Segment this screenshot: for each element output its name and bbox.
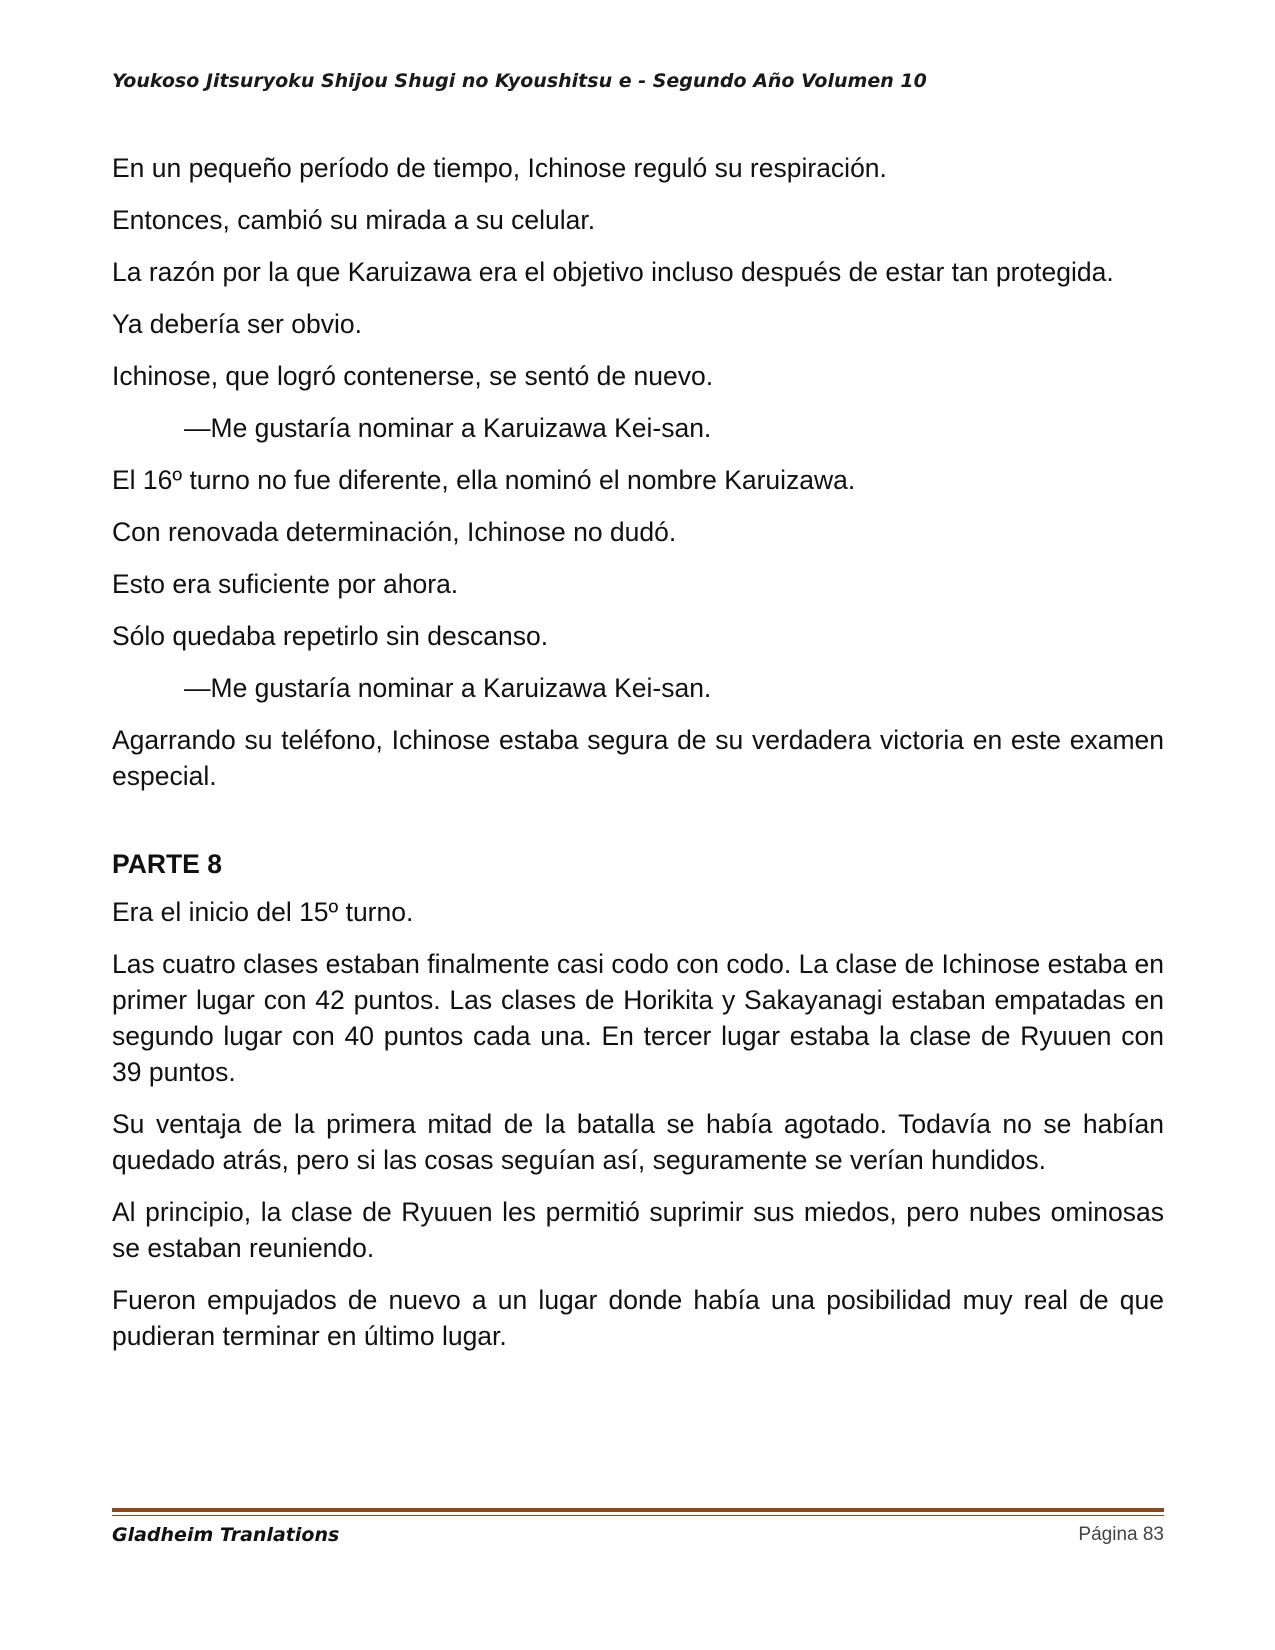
paragraph: Entonces, cambió su mirada a su celular. (112, 205, 596, 235)
paragraph: Al principio, la clase de Ryuuen les permitió suprimir sus miedos, pero nubes ominosas se estaban reuniendo. (112, 1197, 1164, 1263)
footer-translator: Gladheim Tranlations (112, 1524, 340, 1546)
paragraph: Con renovada determinación, Ichinose no dudó. (112, 517, 677, 547)
paragraph: Esto era suficiente por ahora. (112, 569, 459, 599)
paragraph: Las cuatro clases estaban finalmente casi codo con codo. La clase de Ichinose estaba en primer lugar con 42 puntos. Las clases de Horikita y Sakayanagi estaban empatadas en segundo lugar con 40 puntos cada una. En tercer lugar estaba la clase de Ryuuen con 39 puntos. (112, 949, 1164, 1087)
paragraph: Ya debería ser obvio. (112, 309, 362, 339)
paragraph: En un pequeño período de tiempo, Ichinose reguló su respiración. (112, 153, 887, 183)
paragraph: El 16º turno no fue diferente, ella nominó el nombre Karuizawa. (112, 465, 856, 495)
section-heading: PARTE 8 (112, 849, 222, 879)
footer-divider-thin (112, 1515, 1164, 1516)
paragraph: Era el inicio del 15º turno. (112, 897, 414, 927)
paragraph: Su ventaja de la primera mitad de la batalla se había agotado. Todavía no se habían quedado atrás, pero si las cosas seguían así, seguramente se verían hundidos. (112, 1109, 1164, 1175)
page-body (112, 150, 1164, 1370)
paragraph: Fueron empujados de nuevo a un lugar donde había una posibilidad muy real de que pudieran terminar en último lugar. (112, 1285, 1164, 1351)
paragraph: La razón por la que Karuizawa era el objetivo incluso después de estar tan protegida. (112, 257, 1114, 287)
footer-divider (112, 1508, 1164, 1512)
paragraph: Ichinose, que logró contenerse, se sentó de nuevo. (112, 361, 714, 391)
paragraph: Sólo quedaba repetirlo sin descanso. (112, 621, 549, 651)
running-header: Youkoso Jitsuryoku Shijou Shugi no Kyoushitsu e - Segundo Año Volumen 10 (112, 70, 927, 92)
dialogue-line: —Me gustaría nominar a Karuizawa Kei-san. (184, 673, 712, 703)
paragraph: Agarrando su teléfono, Ichinose estaba segura de su verdadera victoria en este examen especial. (112, 725, 1164, 791)
dialogue-line: —Me gustaría nominar a Karuizawa Kei-san. (184, 413, 712, 443)
page-number: Página 83 (1078, 1524, 1164, 1545)
